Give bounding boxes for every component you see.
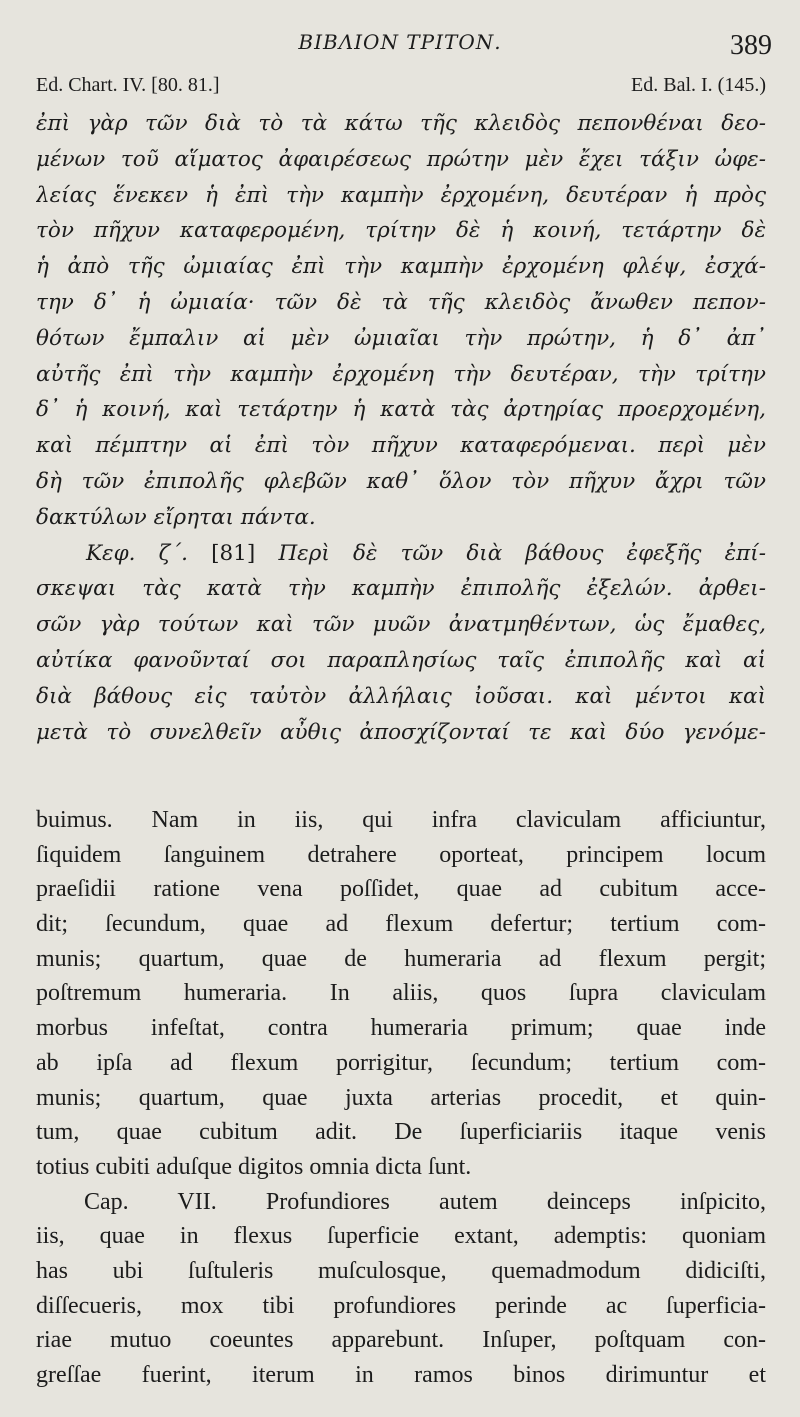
latin-line: has ubi ſuſtuleris muſculosque, quemadmodum didiciſti, — [36, 1257, 766, 1284]
greek-line: διὰ βάθους εἰς ταὐτὸν ἀλλήλαις ἰοῦσαι. καὶ μέντοι καὶ — [36, 683, 766, 709]
greek-line: μένων τοῦ αἵματος ἀφαιρέσεως πρώτην μὲν ἔχει τάξιν ὠφε- — [36, 146, 766, 172]
greek-line: ἡ ἀπὸ τῆς ὠμιαίας ἐπὶ τὴν καμπὴν ἐρχομένη φλέψ, ἐσχά- — [36, 254, 766, 280]
edition-reference-chartier: Ed. Chart. IV. [80. 81.] — [36, 74, 220, 96]
greek-line: δὴ τῶν ἐπιπολῆς φλεβῶν καθ᾽ ὅλον τὸν πῆχυν ἄχρι τῶν — [36, 468, 766, 494]
latin-line: munis; quartum, quae de humeraria ad flexum pergit; — [36, 945, 766, 972]
greek-line: δ᾽ ἡ κοινή, καὶ τετάρτην ἡ κατὰ τὰς ἀρτηρίας προερχομένη, — [36, 397, 766, 423]
greek-line: σῶν γὰρ τούτων καὶ τῶν μυῶν ἀνατμηθέντων, ὡς ἔμαθες, — [36, 612, 766, 638]
latin-line: greſſae fuerint, iterum in ramos binos dirimuntur et — [36, 1362, 766, 1388]
latin-line: ab ipſa ad flexum porrigitur, ſecundum; tertium com- — [36, 1049, 766, 1076]
greek-line: ἐπὶ γὰρ τῶν διὰ τὸ τὰ κάτω τῆς κλειδὸς πεπονθέναι δεο- — [36, 111, 766, 136]
latin-line: iis, quae in flexus ſuperficie extant, ademptis: quoniam — [36, 1223, 766, 1250]
latin-line: totius cubiti aduſque digitos omnia dicta ſunt. — [36, 1153, 472, 1180]
greek-text-block — [36, 106, 766, 750]
latin-line: ſiquidem ſanguinem detrahere oporteat, principem locum — [36, 841, 766, 868]
latin-chapter-first-line: Cap. VII. Profundiores autem deinceps inſpicito, — [84, 1188, 766, 1215]
latin-text-block — [36, 803, 766, 1393]
greek-line: αὐτῆς ἐπὶ τὴν καμπὴν ἐρχομένη τὴν δευτέραν, τὴν τρίτην — [36, 361, 766, 387]
greek-line: μετὰ τὸ συνελθεῖν αὖθις ἀποσχίζονταί τε καὶ δύο γενόμε- — [36, 719, 766, 745]
page-number: 389 — [730, 30, 772, 61]
chartier-page-marker: [81] — [211, 540, 256, 566]
latin-line: praeſidii ratione vena poſſidet, quae ad cubitum acce- — [36, 876, 766, 903]
greek-line: λείας ἕνεκεν ἡ ἐπὶ τὴν καμπὴν ἐρχομένη, δευτέραν ἡ πρὸς — [36, 182, 766, 208]
latin-line: diſſecueris, mox tibi profundiores perinde ac ſuperficia- — [36, 1292, 766, 1319]
greek-line: θότων ἔμπαλιν αἱ μὲν ὠμιαῖαι τὴν πρώτην, ἡ δ᾽ ἀπ᾽ — [36, 325, 766, 351]
greek-line: σκεψαι τὰς κατὰ τὴν καμπὴν ἐπιπολῆς ἐξελών. ἀρθει- — [36, 576, 766, 602]
edition-reference-basel: Ed. Bal. I. (145.) — [631, 74, 766, 96]
greek-chapter-heading-line — [36, 536, 766, 572]
latin-line: dit; ſecundum, quae ad flexum defertur; tertium com- — [36, 911, 766, 938]
greek-line: τὸν πῆχυν καταφερομένη, τρίτην δὲ ἡ κοινή, τετάρτην δὲ — [36, 218, 766, 244]
greek-line: αὐτίκα φανοῦνταί σοι παραπλησίως ταῖς ἐπιπολῆς καὶ αἱ — [36, 647, 766, 673]
greek-line: καὶ πέμπτην αἱ ἐπὶ τὸν πῆχυν καταφερόμεναι. περὶ μὲν — [36, 433, 766, 459]
latin-line: riae mutuo coeuntes apparebunt. Inſuper, poſtquam con- — [36, 1327, 766, 1354]
greek-chapter-first-line: Περὶ δὲ τῶν διὰ βάθους ἐφεξῆς ἐπί- — [278, 540, 766, 566]
latin-line: munis; quartum, quae juxta arterias procedit, et quin- — [36, 1084, 766, 1111]
latin-line: poſtremum humeraria. In aliis, quos ſupra claviculam — [36, 980, 766, 1007]
latin-line: tum, quae cubitum adit. De ſuperficiariis itaque venis — [36, 1119, 766, 1146]
greek-chapter-label: Κεφ. ζ΄. — [86, 540, 188, 566]
latin-line: buimus. Nam in iis, qui infra claviculam afficiuntur, — [36, 807, 766, 833]
greek-line: την δ᾽ ἡ ὠμιαία· τῶν δὲ τὰ τῆς κλειδὸς ἄνωθεν πεπον- — [36, 289, 766, 315]
latin-line: morbus infeſtat, contra humeraria primum; quae inde — [36, 1015, 766, 1042]
greek-line: δακτύλων εἴρηται πάντα. — [36, 504, 316, 530]
running-title: ΒΙΒΛΙΟΝ ΤΡΙΤΟΝ. — [298, 30, 502, 54]
